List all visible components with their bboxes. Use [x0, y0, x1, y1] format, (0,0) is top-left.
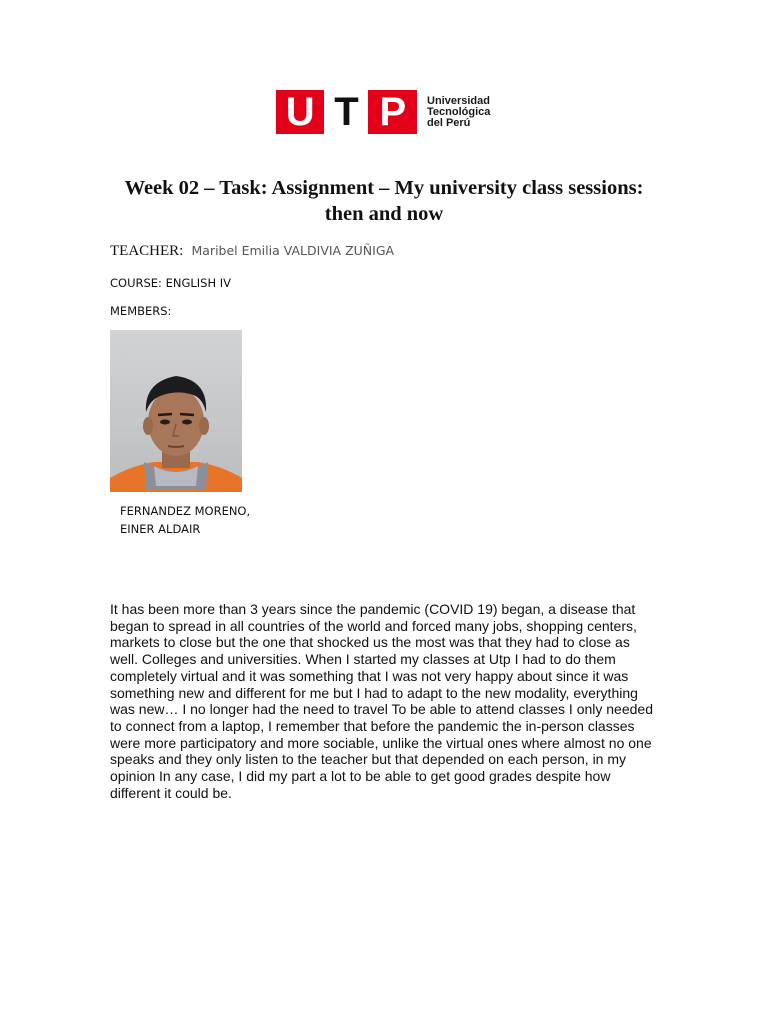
logo-letter-t: T [324, 90, 368, 134]
member-name-line-1: FERNANDEZ MORENO, [120, 504, 251, 518]
teacher-name: Maribel Emilia VALDIVIA ZUÑIGA [191, 243, 395, 258]
body-paragraph: It has been more than 3 years since the pandemic (COVID 19) began, a disease that began to spread in all countries of the world and forced many jobs, shopping centers, markets to close but the one that shocked us the most was that they had to close as well. Colleges and universities. When I started my classes at Utp I had to do them completely virtual and it was something that I was not very happy about since it was something new and different for me but I had to adapt to the new modality, everything was new… I no longer had the need to travel To be able to attend classes I only needed to connect from a laptop, I remember that before the pandemic the in-person classes were more participatory and more sociable, unlike the virtual ones where almost no one speaks and they only listen to the teacher but that depended on each person, in my opinion In any case, I did my part a lot to be able to get good grades despite how different it could be. [110, 601, 653, 801]
logo-letter-p: P [379, 90, 407, 134]
teacher-label: TEACHER: [110, 243, 184, 259]
logo-line-3: del Perú [427, 116, 471, 129]
utp-logo-wordmark [427, 96, 490, 129]
member-photo-image [110, 330, 242, 492]
member-photo [110, 330, 242, 492]
utp-logo-mark [276, 90, 417, 134]
members-label: MEMBERS: [110, 304, 172, 318]
logo-line-2: Tecnológica [427, 105, 491, 118]
member-name-line-2: EINER ALDAIR [120, 522, 201, 536]
teacher-line [110, 243, 394, 260]
document-title: Week 02 – Task: Assignment – My university class sessions: then and now [124, 177, 644, 225]
member-name [120, 502, 250, 538]
utp-logo [276, 90, 490, 134]
course-line: COURSE: ENGLISH IV [110, 276, 232, 290]
logo-line-1: Universidad [427, 94, 490, 107]
logo-letter-u: U [285, 90, 315, 134]
